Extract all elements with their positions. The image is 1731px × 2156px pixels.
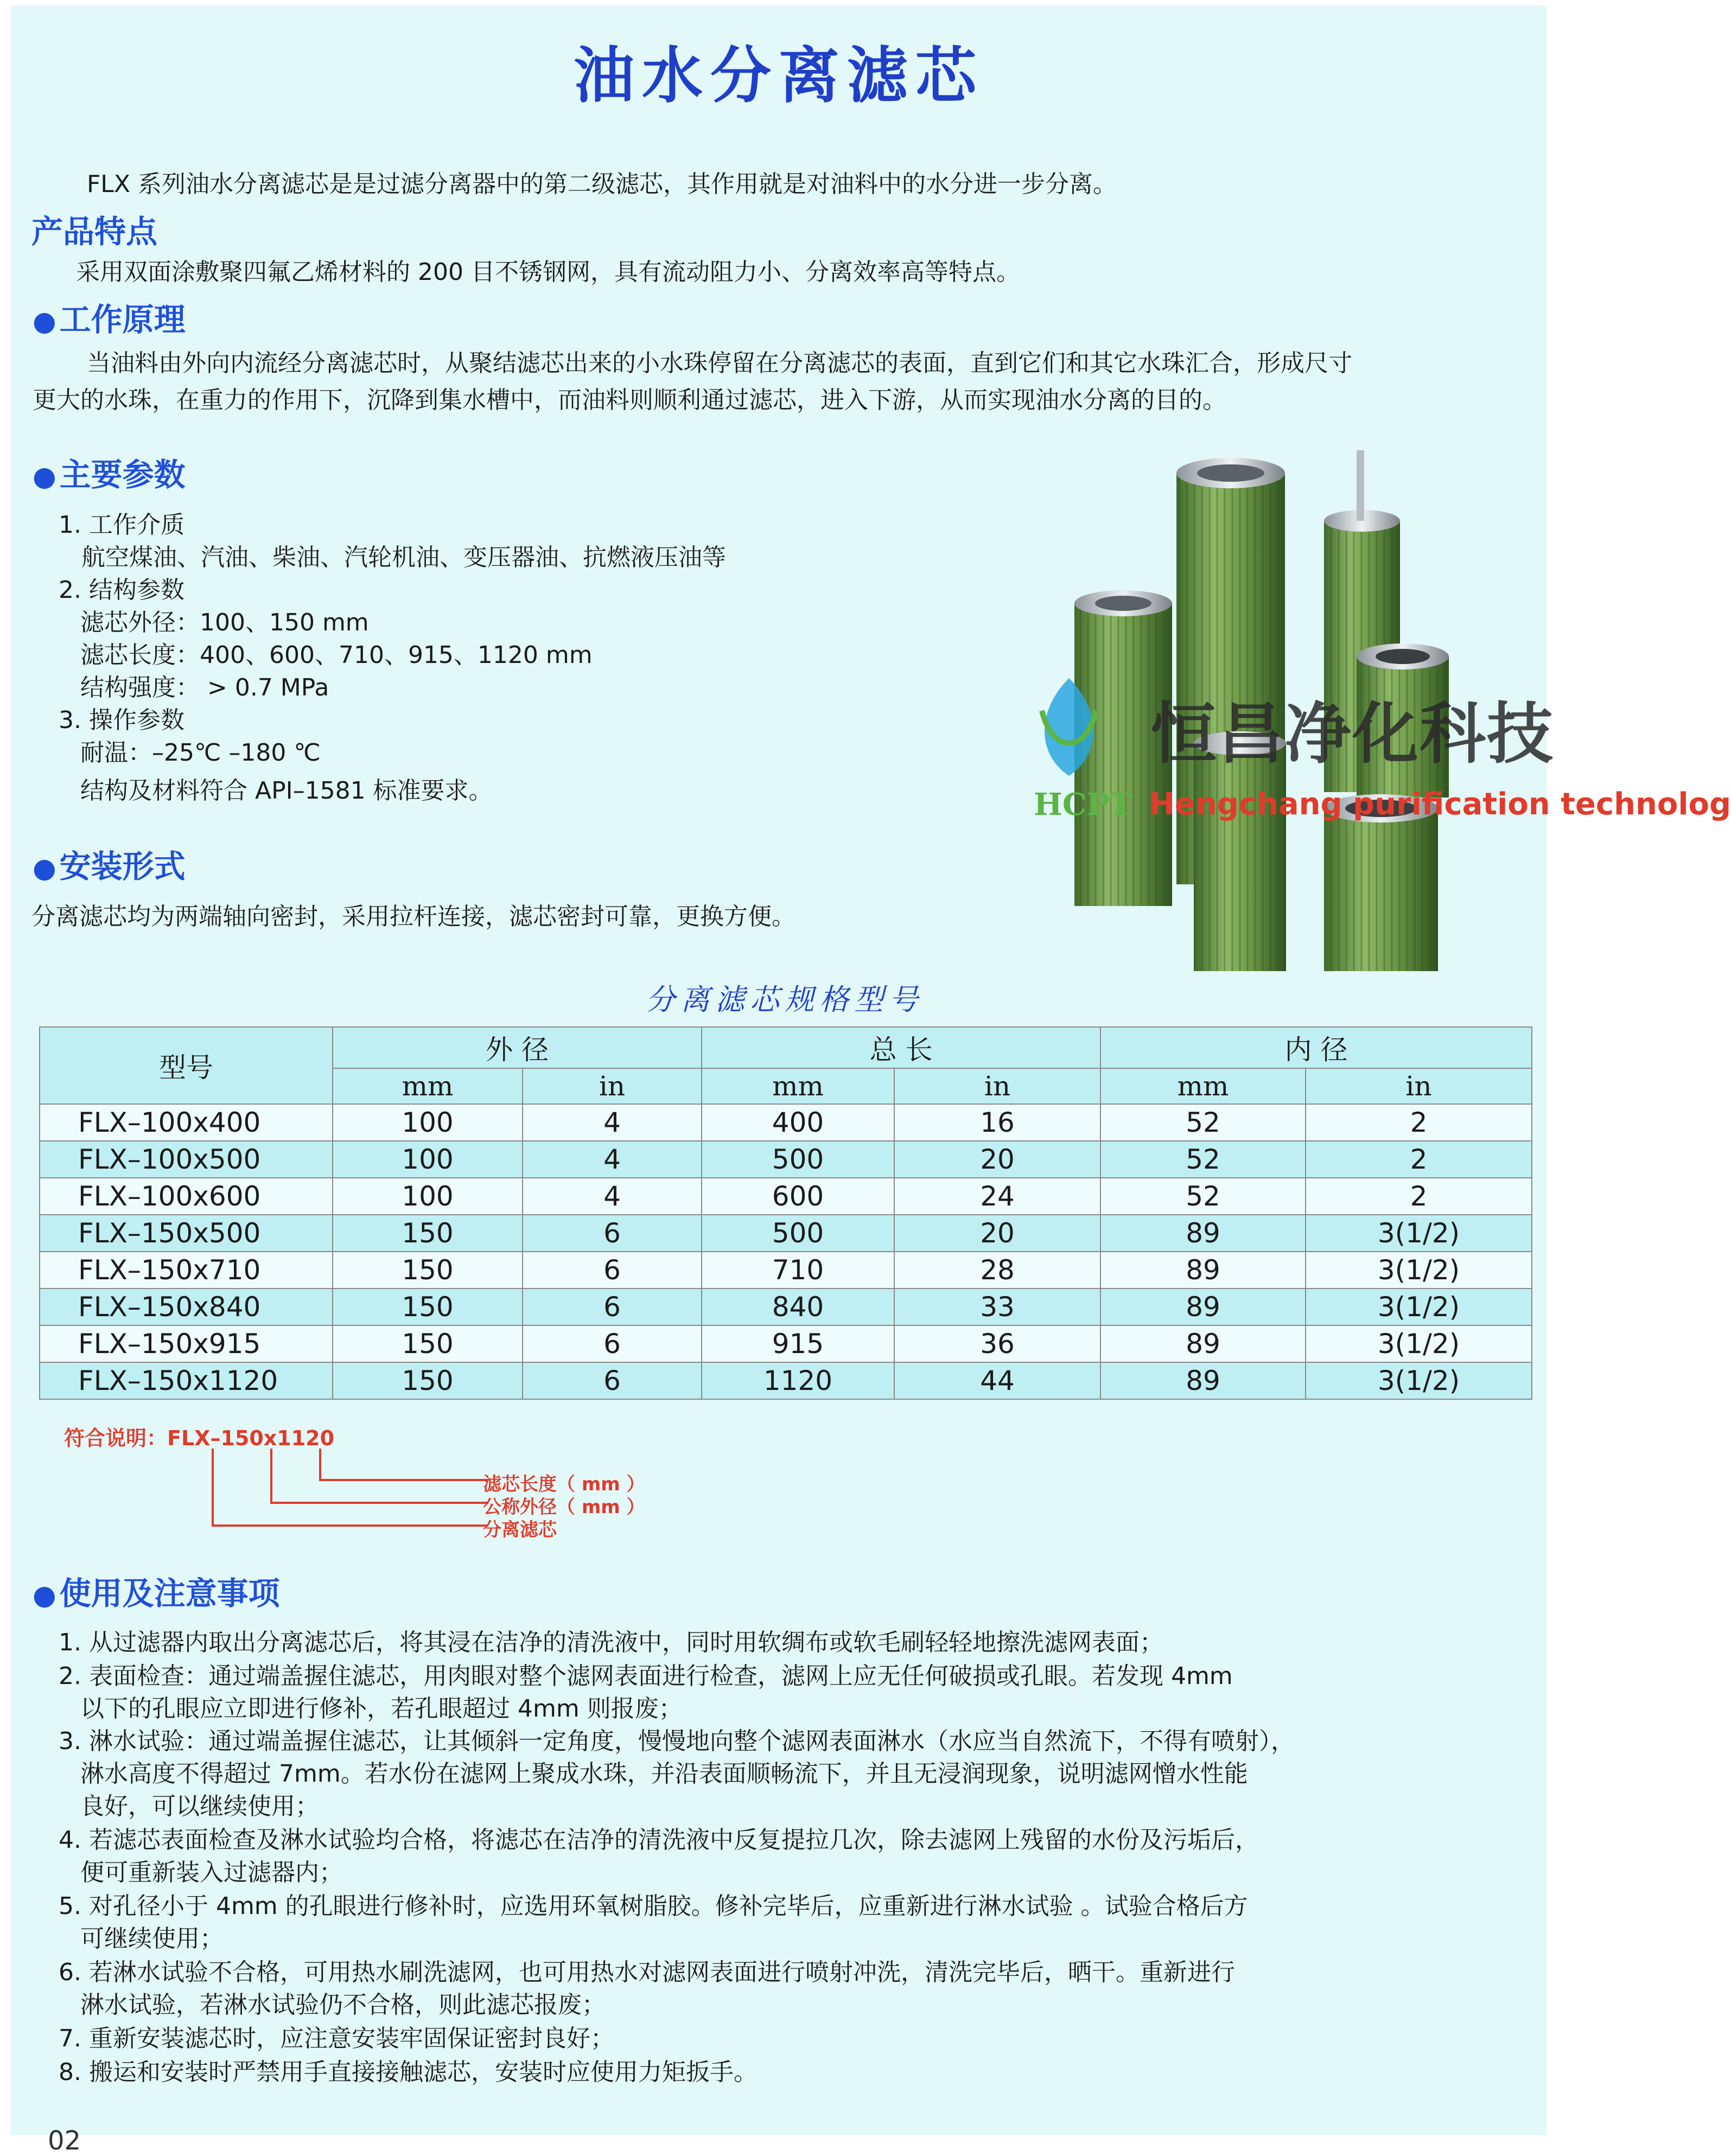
table-cell: 2 [1306, 1178, 1532, 1215]
usage-line: 便可重新装入过滤器内； [80, 1859, 343, 1886]
table-cell: 89 [1100, 1215, 1306, 1252]
table-cell: 20 [894, 1215, 1100, 1252]
table-cell: FLX–150x1120 [40, 1362, 333, 1399]
table-cell: 89 [1100, 1289, 1306, 1325]
usage-line: 可继续使用； [80, 1925, 224, 1953]
table-cell: FLX–100x400 [40, 1104, 333, 1141]
usage-line: 淋水高度不得超过 7mm。若水份在滤网上聚成水珠，并沿表面顺畅流下，并且无浸润现象，说明滤网憎水性能 [80, 1760, 1248, 1788]
table-cell: 36 [894, 1325, 1100, 1362]
params-line: 结构强度： > 0.7 MPa [80, 674, 329, 701]
table-cell: 52 [1100, 1104, 1306, 1141]
usage-line: 4. 若滤芯表面检查及淋水试验均合格，将滤芯在洁净的清洗液中反复提拉几次，除去滤网上残留的水份及污垢后， [59, 1826, 1259, 1854]
install-heading: ● 安装形式 [33, 848, 186, 885]
table-cell: 150 [333, 1325, 523, 1362]
bullet-icon: ● [33, 1579, 56, 1611]
principle-line-1: 当油料由外向内流经分离滤芯时，从聚结滤芯出来的小水珠停留在分离滤芯的表面，直到它们和其它水珠汇合，形成尺寸 [87, 349, 1352, 377]
intro-text: FLX 系列油水分离滤芯是是过滤分离器中的第二级滤芯，其作用就是对油料中的水分进一步分离。 [87, 170, 1117, 198]
table-cell: 150 [333, 1215, 523, 1252]
table-cell: 500 [702, 1215, 894, 1252]
header-unit: in [1306, 1068, 1532, 1104]
usage-line: 8. 搬运和安装时严禁用手直接接触滤芯，安装时应使用力矩扳手。 [59, 2058, 758, 2086]
header-group: 内 径 [1100, 1027, 1532, 1068]
notation-length: 滤芯长度（ mm ） [483, 1474, 645, 1495]
principle-line-2: 更大的水珠，在重力的作用下，沉降到集水槽中，而油料则顺利通过滤芯，进入下游，从而实现油水分离的目的。 [33, 386, 1226, 414]
header-unit: in [894, 1068, 1100, 1104]
table-cell: 4 [523, 1178, 702, 1215]
page-title: 油水分离滤芯 [574, 41, 984, 111]
usage-line: 2. 表面检查：通过端盖握住滤芯，用肉眼对整个滤网表面进行检查，滤网上应无任何破损或孔眼。若发现 4mm [59, 1662, 1233, 1690]
watermark-english: Hengchang purification technolog [1149, 787, 1731, 822]
table-cell: 840 [702, 1289, 894, 1325]
spec-table [39, 1026, 1532, 1400]
header-unit: in [523, 1068, 702, 1104]
table-cell: 6 [523, 1289, 702, 1325]
bullet-icon: ● [33, 852, 56, 884]
notation-type: 分离滤芯 [483, 1519, 557, 1541]
table-cell: 89 [1100, 1362, 1306, 1399]
table-cell: 2 [1306, 1141, 1532, 1178]
table-cell: 150 [333, 1289, 523, 1325]
table-cell: 710 [702, 1252, 894, 1289]
params-line: 2. 结构参数 [59, 576, 184, 604]
features-text: 采用双面涂敷聚四氟乙烯材料的 200 目不锈钢网，具有流动阻力小、分离效率高等特点。 [76, 258, 1020, 286]
table-cell: 89 [1100, 1325, 1306, 1362]
bullet-icon: ● [33, 305, 56, 337]
table-cell: 6 [523, 1362, 702, 1399]
table-cell: 3(1/2) [1306, 1289, 1532, 1325]
table-cell: 6 [523, 1252, 702, 1289]
table-cell: 2 [1306, 1104, 1532, 1141]
watermark-abbr: HCPT [1034, 787, 1132, 822]
table-cell: FLX–150x840 [40, 1289, 333, 1325]
table-cell: 400 [702, 1104, 894, 1141]
table-cell: 89 [1100, 1252, 1306, 1289]
table-cell: 52 [1100, 1178, 1306, 1215]
params-line: 航空煤油、汽油、柴油、汽轮机油、变压器油、抗燃液压油等 [81, 544, 726, 571]
usage-line: 以下的孔眼应立即进行修补，若孔眼超过 4mm 则报废； [80, 1695, 683, 1723]
table-cell: 33 [894, 1289, 1100, 1325]
table-cell: 100 [333, 1178, 523, 1215]
table-cell: 3(1/2) [1306, 1252, 1532, 1289]
table-cell: 1120 [702, 1362, 894, 1399]
table-cell: 6 [523, 1215, 702, 1252]
params-line: 1. 工作介质 [59, 511, 184, 539]
bullet-icon: ● [33, 461, 56, 492]
features-heading: 产品特点 [31, 213, 158, 250]
table-cell: 24 [894, 1178, 1100, 1215]
header-unit: mm [702, 1068, 894, 1104]
table-cell: FLX–150x500 [40, 1215, 333, 1252]
table-cell: 500 [702, 1141, 894, 1178]
usage-line: 良好，可以继续使用； [80, 1793, 319, 1820]
table-title: 分离滤芯规格型号 [646, 983, 924, 1017]
install-text: 分离滤芯均为两端轴向密封，采用拉杆连接，滤芯密封可靠，更换方便。 [31, 903, 796, 930]
header-unit: mm [333, 1068, 523, 1104]
table-cell: 4 [523, 1104, 702, 1141]
watermark-chinese: 恒昌净化科技 [1150, 696, 1554, 773]
usage-line: 6. 若淋水试验不合格，可用热水刷洗滤网，也可用热水对滤网表面进行喷射冲洗，清洗完毕后，晒干。重新进行 [59, 1959, 1235, 1986]
page-number: 02 [48, 2126, 81, 2156]
params-line: 滤芯长度：400、600、710、915、1120 mm [80, 641, 593, 669]
table-cell: 3(1/2) [1306, 1215, 1532, 1252]
usage-line: 淋水试验，若淋水试验仍不合格，则此滤芯报废； [80, 1991, 606, 2019]
usage-line: 7. 重新安装滤芯时，应注意安装牢固保证密封良好； [59, 2025, 614, 2052]
table-cell: 6 [523, 1325, 702, 1362]
usage-line: 5. 对孔径小于 4mm 的孔眼进行修补时，应选用环氧树脂胶。修补完毕后，应重新进行淋水试验 。试验合格后方 [59, 1892, 1248, 1920]
notation-label: 符合说明：FLX–150x1120 [64, 1426, 335, 1450]
table-cell: 52 [1100, 1141, 1306, 1178]
table-cell: FLX–150x710 [40, 1252, 333, 1289]
header-group: 总 长 [702, 1027, 1100, 1068]
table-cell: 3(1/2) [1306, 1325, 1532, 1362]
usage-line: 1. 从过滤器内取出分离滤芯后，将其浸在洁净的清洗液中，同时用软绸布或软毛刷轻轻地擦洗滤网表面； [59, 1629, 1163, 1656]
table-cell: 100 [333, 1141, 523, 1178]
table-cell: 20 [894, 1141, 1100, 1178]
table-cell: 100 [333, 1104, 523, 1141]
usage-line: 3. 淋水试验：通过端盖握住滤芯，让其倾斜一定角度，慢慢地向整个滤网表面淋水（水应当自然流下，不得有喷射）， [59, 1727, 1295, 1755]
table-cell: 3(1/2) [1306, 1362, 1532, 1399]
table-cell: 150 [333, 1362, 523, 1399]
notation-lines [206, 1449, 510, 1541]
table-cell: FLX–100x600 [40, 1178, 333, 1215]
table-cell: 600 [702, 1178, 894, 1215]
header-group: 外 径 [333, 1027, 702, 1068]
usage-heading: ● 使用及注意事项 [33, 1575, 280, 1612]
principle-heading: ● 工作原理 [33, 301, 186, 338]
table-cell: FLX–100x500 [40, 1141, 333, 1178]
params-line: 结构及材料符合 API–1581 标准要求。 [80, 777, 493, 805]
table-cell: 28 [894, 1252, 1100, 1289]
table-cell: 150 [333, 1252, 523, 1289]
brochure-page [11, 5, 1731, 2135]
table-cell: 16 [894, 1104, 1100, 1141]
params-line: 滤芯外径：100、150 mm [80, 609, 369, 636]
params-line: 耐温：–25℃ –180 ℃ [80, 739, 321, 767]
header-unit: mm [1100, 1068, 1306, 1104]
header-model: 型号 [40, 1027, 333, 1104]
table-cell: 915 [702, 1325, 894, 1362]
params-heading: ● 主要参数 [33, 456, 186, 493]
params-line: 3. 操作参数 [59, 706, 184, 734]
table-cell: 4 [523, 1141, 702, 1178]
notation-diameter: 公称外径（ mm ） [483, 1496, 645, 1518]
table-cell: 44 [894, 1362, 1100, 1399]
table-cell: FLX–150x915 [40, 1325, 333, 1362]
